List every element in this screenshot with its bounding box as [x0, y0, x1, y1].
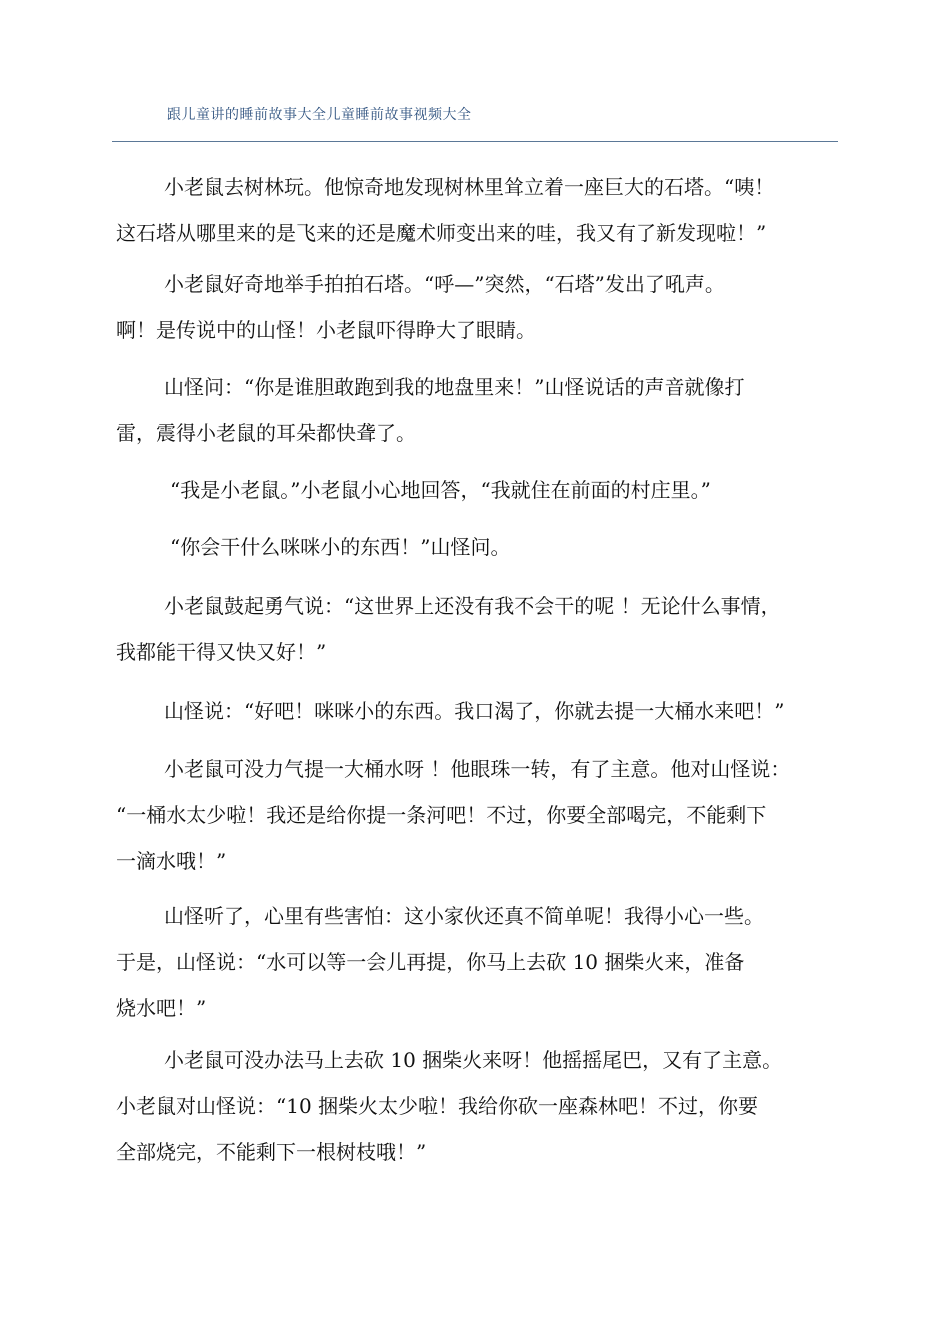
paragraph-line: 于是，山怪说：“水可以等一会儿再提，你马上去砍 10 捆柴火来，准备: [116, 950, 745, 974]
paragraph-8: [116, 746, 856, 884]
paragraph-line: 山怪问：“你是谁胆敢跑到我的地盘里来！”山怪说话的声音就像打: [164, 375, 745, 399]
paragraph-2: [116, 261, 856, 353]
paragraph-line: 小老鼠可没办法马上去砍 10 捆柴火来呀！他摇摇尾巴，又有了主意。: [164, 1048, 783, 1072]
paragraph-line: 小老鼠好奇地举手拍拍石塔。“呼—”突然，“石塔”发出了吼声。: [164, 272, 725, 296]
paragraph-6: [116, 583, 856, 675]
header-divider: [112, 141, 838, 142]
paragraph-7: [116, 688, 856, 734]
paragraph-line: 小老鼠鼓起勇气说：“这世界上还没有我不会干的呢 ！无论什么事情，: [164, 594, 781, 618]
paragraph-line: 烧水吧！”: [116, 996, 207, 1020]
paragraph-line: 小老鼠对山怪说：“10 捆柴火太少啦！我给你砍一座森林吧！不过，你要: [116, 1094, 759, 1118]
paragraph-line: 雷，震得小老鼠的耳朵都快聋了。: [116, 421, 416, 445]
paragraph-line: 全部烧完，不能剩下一根树枝哦！”: [116, 1140, 427, 1164]
paragraph-line: “你会干什么咪咪小的东西！”山怪问。: [170, 535, 511, 559]
paragraph-line: 啊！是传说中的山怪！小老鼠吓得睁大了眼睛。: [116, 318, 536, 342]
paragraph-line: “我是小老鼠。”小老鼠小心地回答，“我就住在前面的村庄里。”: [170, 478, 711, 502]
paragraph-line: “一桶水太少啦！我还是给你提一条河吧！不过，你要全部喝完，不能剩下: [116, 803, 767, 827]
paragraph-line: 一滴水哦！”: [116, 849, 227, 873]
paragraph-line: 这石塔从哪里来的是飞来的还是魔术师变出来的哇，我又有了新发现啦！”: [116, 221, 767, 245]
paragraph-5: [116, 524, 856, 570]
paragraph-9: [116, 893, 856, 1031]
header-title: 跟儿童讲的睡前故事大全儿童睡前故事视频大全: [167, 107, 472, 123]
paragraph-10: [116, 1037, 856, 1175]
paragraph-1: [116, 164, 856, 256]
paragraph-line: 山怪听了，心里有些害怕：这小家伙还真不简单呢！我得小心一些。: [164, 904, 764, 928]
paragraph-line: 小老鼠可没力气提一大桶水呀 ！他眼珠一转，有了主意。他对山怪说：: [164, 757, 791, 781]
paragraph-line: 山怪说：“好吧！咪咪小的东西。我口渴了，你就去提一大桶水来吧！”: [164, 699, 785, 723]
paragraph-3: [116, 364, 856, 456]
paragraph-4: [116, 467, 856, 513]
paragraph-line: 小老鼠去树林玩。他惊奇地发现树林里耸立着一座巨大的石塔。“咦！: [164, 175, 775, 199]
paragraph-line: 我都能干得又快又好！”: [116, 640, 327, 664]
